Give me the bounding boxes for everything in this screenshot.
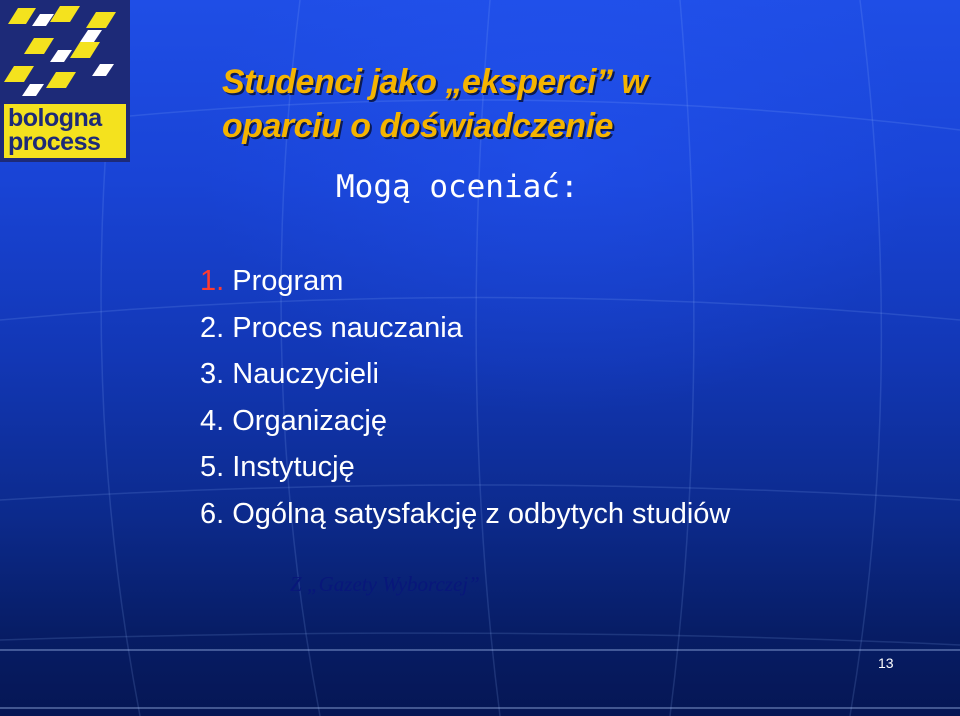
list-item-text: Ogólną satysfakcję z odbytych studiów (232, 497, 731, 530)
evaluation-list (200, 258, 730, 538)
slide-number: 13 (878, 655, 894, 671)
list-item-text: Organizację (232, 404, 387, 437)
bologna-process-logo (0, 0, 130, 162)
list-item-text: Instytucję (232, 451, 355, 484)
logo-text-process: process (8, 128, 101, 156)
list-item-number: 2. (200, 311, 225, 344)
list-item (200, 258, 730, 305)
list-item-text: Nauczycieli (232, 358, 379, 391)
list-item-number: 1. (200, 265, 225, 297)
list-item-text: Proces nauczania (232, 311, 463, 344)
list-item (200, 444, 730, 491)
slide-title (222, 60, 647, 148)
list-item (200, 398, 730, 445)
list-item-number: 5. (200, 451, 225, 484)
slide-title-line-1: Studenci jako „eksperci” w (222, 63, 648, 101)
list-item (200, 351, 730, 398)
list-item-number: 4. (200, 404, 225, 437)
logo-text-bologna: bologna (8, 104, 102, 132)
list-item (200, 491, 730, 538)
source-note: Z „Gazety Wyborczej” (290, 572, 480, 596)
list-item-text: Program (232, 265, 344, 297)
slide-subtitle: Mogą oceniać: (336, 169, 579, 205)
slide-title-line-2: oparciu o doświadczenie (222, 107, 613, 145)
list-item (200, 305, 730, 352)
list-item-number: 3. (200, 358, 225, 391)
list-item-number: 6. (200, 497, 225, 530)
